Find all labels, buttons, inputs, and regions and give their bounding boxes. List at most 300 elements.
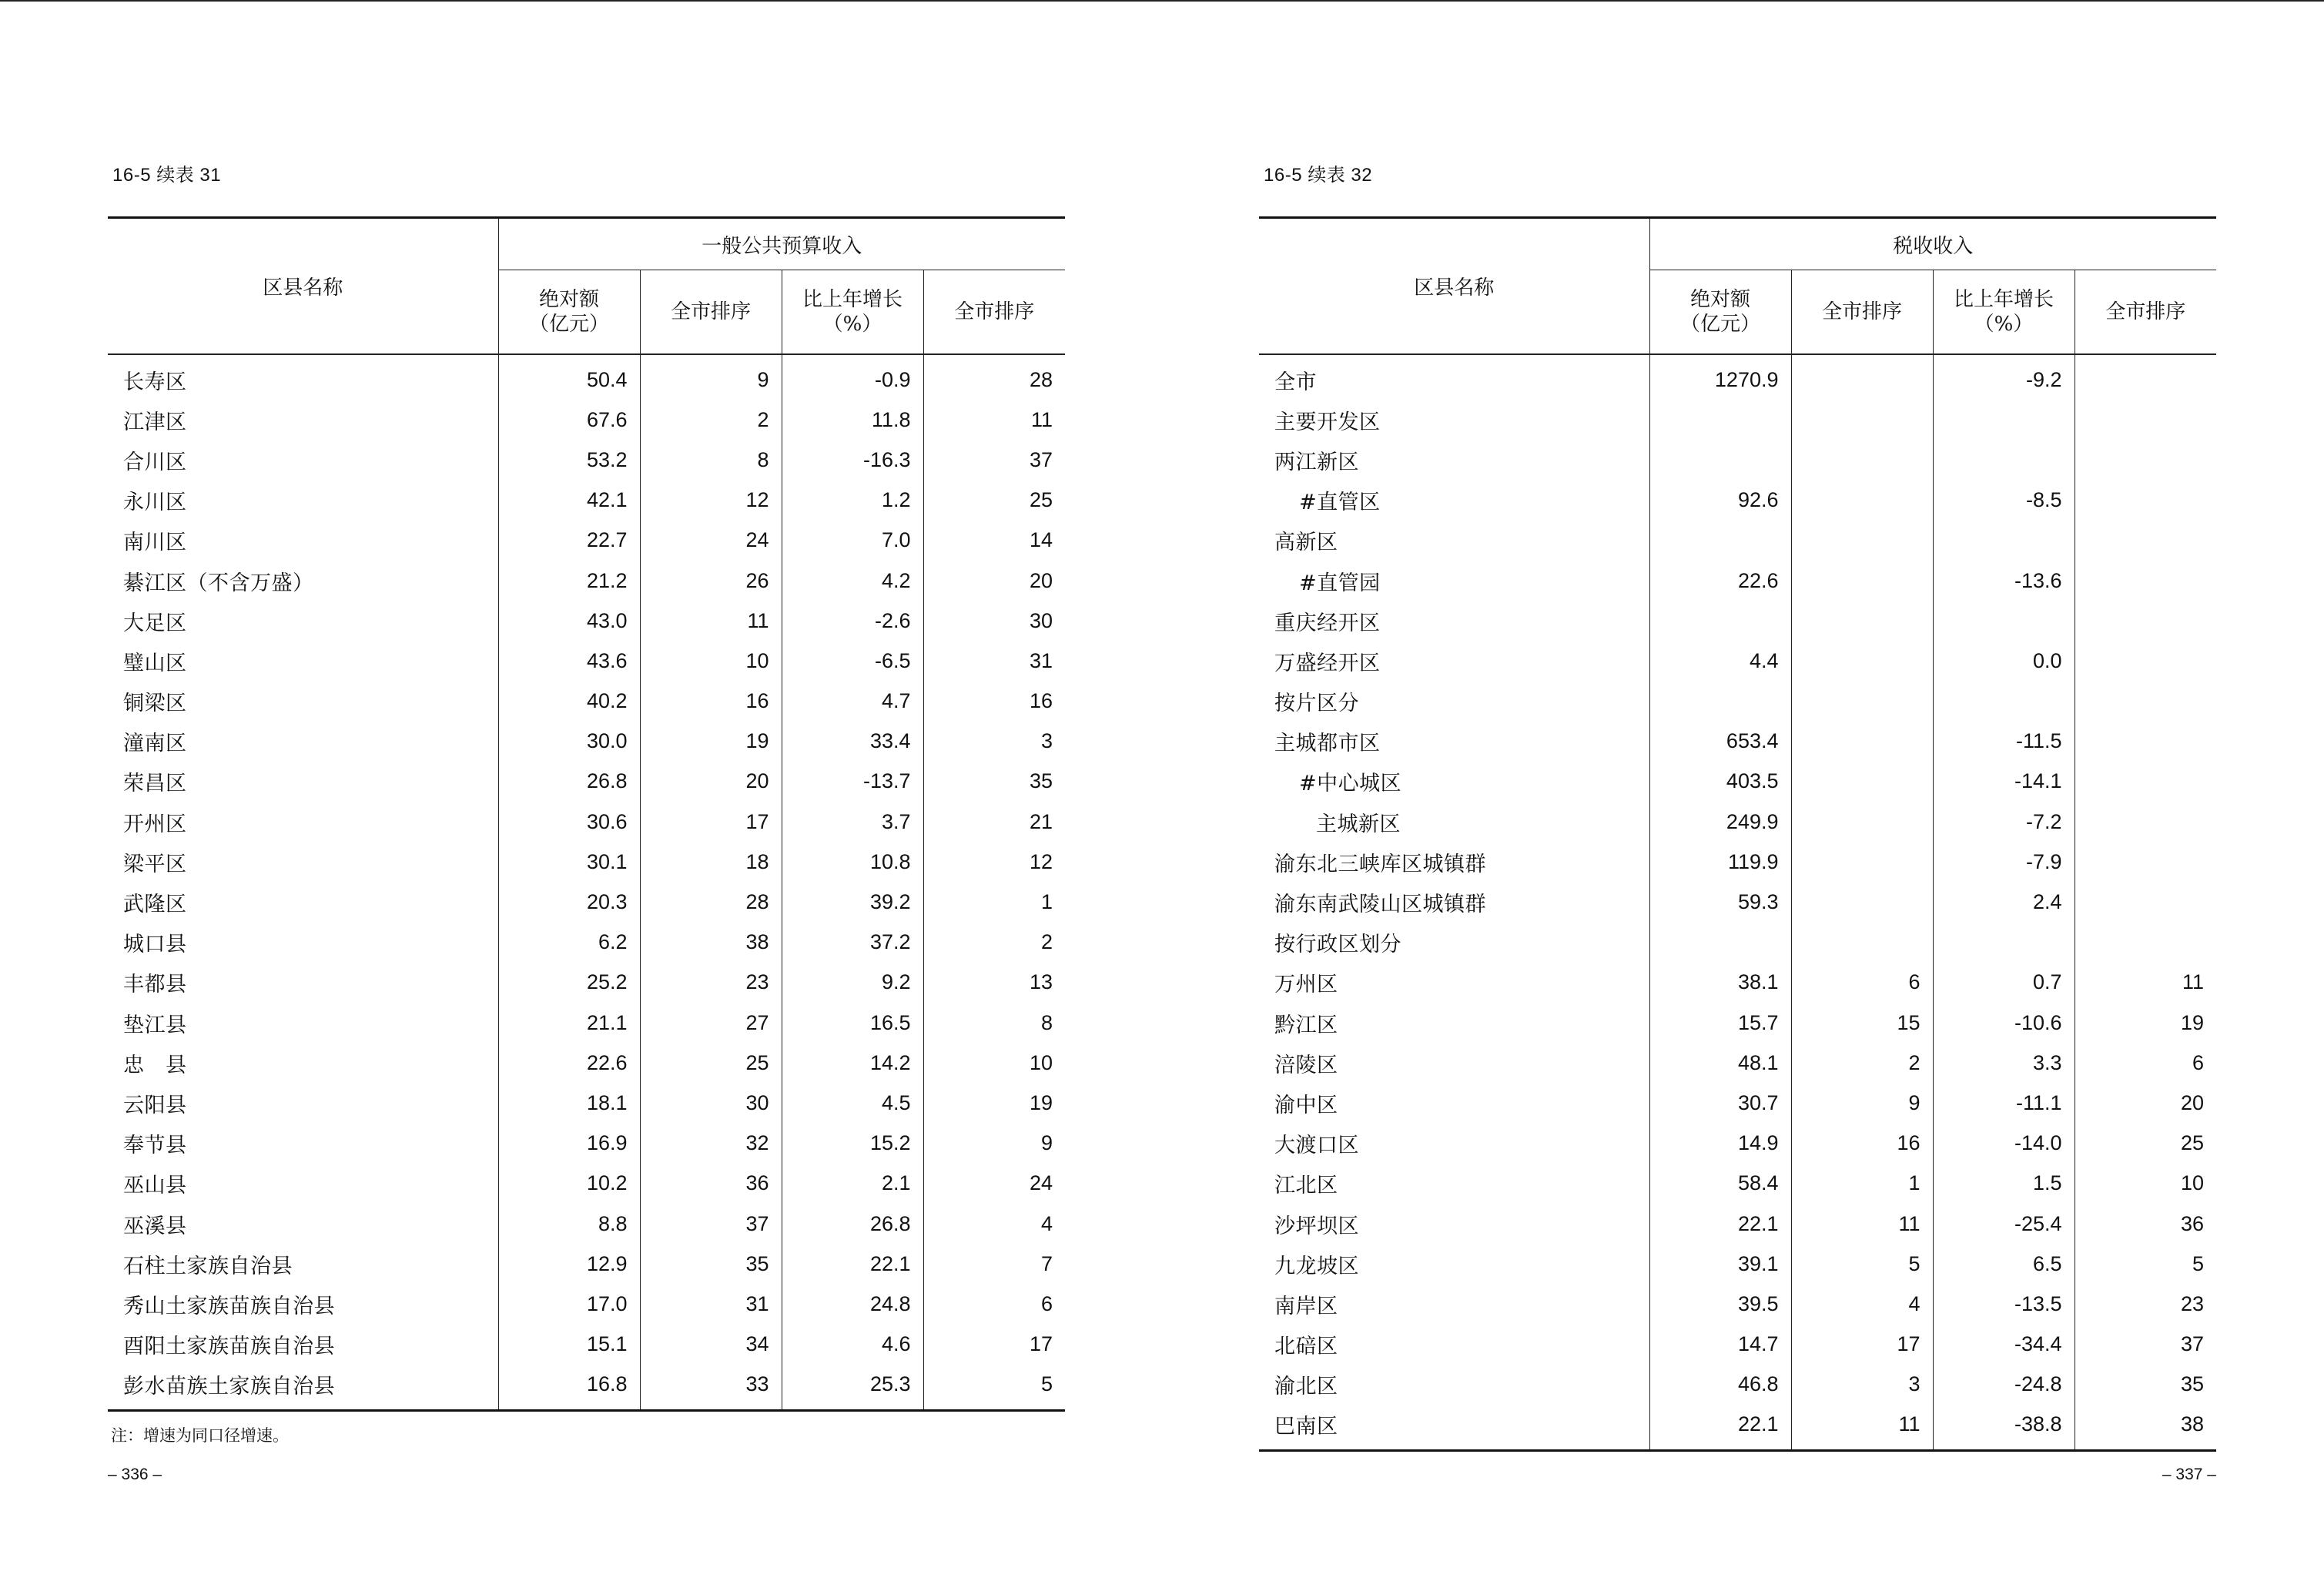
growth-rank-cell: 14	[1029, 528, 1053, 552]
growth-rank-cell: 36	[2180, 1211, 2205, 1235]
district-name-cell: 渝北区	[1259, 1365, 1649, 1405]
growth-cell: -25.4	[1933, 1204, 2075, 1244]
growth-cell: -7.2	[1933, 802, 2075, 842]
table-row	[108, 1083, 1065, 1123]
left-page	[108, 0, 1070, 1588]
district-name-cell: 黔江区	[1259, 1003, 1649, 1043]
table-row	[108, 354, 1065, 400]
growth-cell: 4.6	[782, 1325, 923, 1365]
absolute-cell: 40.2	[498, 682, 640, 722]
district-name-cell: 大渡口区	[1259, 1124, 1649, 1164]
absolute-cell: 38.1	[1649, 963, 1791, 1003]
growth-rank-cell	[2075, 440, 2216, 480]
district-name-cell: 荣昌区	[108, 762, 498, 802]
growth-cell: -34.4	[1933, 1325, 2075, 1365]
growth-cell: -38.8	[1933, 1405, 2075, 1451]
district-name-cell: 万盛经开区	[1259, 641, 1649, 681]
rank-cell: 4	[1791, 1284, 1933, 1324]
growth-cell: 4.2	[782, 561, 923, 601]
absolute-cell: 15.7	[1649, 1003, 1791, 1043]
absolute-cell: 42.1	[498, 481, 640, 521]
rank-cell	[1791, 601, 1933, 641]
district-name-cell: 武隆区	[108, 882, 498, 922]
growth-cell: -14.0	[1933, 1124, 2075, 1164]
absolute-cell: 30.7	[1649, 1083, 1791, 1123]
growth-rank-cell	[2075, 842, 2216, 882]
rank-cell	[1791, 762, 1933, 802]
rank-cell	[1791, 561, 1933, 601]
growth-cell: -2.6	[782, 601, 923, 641]
rank-cell: 12	[640, 481, 782, 521]
table-row	[1259, 1405, 2216, 1451]
growth-rank-cell: 21	[1029, 809, 1053, 833]
table-title: 16-5 续表 32	[1264, 165, 1373, 186]
district-name-cell: 高新区	[1259, 521, 1649, 561]
rank-cell: 24	[640, 521, 782, 561]
growth-header: 比上年增长 （%）	[1933, 270, 2075, 355]
rank-cell: 34	[640, 1325, 782, 1365]
district-name-cell: 开州区	[108, 802, 498, 842]
growth-cell: -10.6	[1933, 1003, 2075, 1043]
rank-cell: 36	[640, 1164, 782, 1204]
growth-cell: 0.7	[1933, 963, 2075, 1003]
district-name-header: 区县名称	[108, 218, 498, 355]
growth-cell: 37.2	[782, 923, 923, 963]
district-name-cell: 璧山区	[108, 641, 498, 681]
growth-cell	[1933, 521, 2075, 561]
district-name-cell: 秀山土家族苗族自治县	[108, 1284, 498, 1324]
growth-cell: 24.8	[782, 1284, 923, 1324]
growth-header: 比上年增长 （%）	[782, 270, 923, 355]
district-name-cell: 沙坪坝区	[1259, 1204, 1649, 1244]
growth-rank-header: 全市排序	[923, 270, 1065, 355]
absolute-cell: 46.8	[1649, 1365, 1791, 1405]
district-name-cell: 忠 县	[108, 1043, 498, 1083]
table-row	[108, 802, 1065, 842]
table-row	[1259, 722, 2216, 762]
rank-cell: 17	[1791, 1325, 1933, 1365]
rank-cell: 5	[1791, 1244, 1933, 1284]
growth-rank-cell: 11	[1030, 407, 1053, 431]
absolute-header: 绝对额 （亿元）	[498, 270, 640, 355]
rank-cell	[1791, 682, 1933, 722]
table-row	[108, 762, 1065, 802]
growth-cell: -8.5	[1933, 481, 2075, 521]
growth-cell: 33.4	[782, 722, 923, 762]
absolute-cell: 119.9	[1649, 842, 1791, 882]
growth-cell	[1933, 682, 2075, 722]
district-name-cell: 北碚区	[1259, 1325, 1649, 1365]
absolute-cell: 18.1	[498, 1083, 640, 1123]
district-name-cell: 云阳县	[108, 1083, 498, 1123]
growth-cell	[1933, 601, 2075, 641]
growth-cell: 25.3	[782, 1365, 923, 1411]
table-row	[108, 601, 1065, 641]
district-name-cell: 全市	[1259, 354, 1649, 400]
rank-cell: 33	[640, 1365, 782, 1411]
table-row	[1259, 1083, 2216, 1123]
growth-rank-cell	[2075, 641, 2216, 681]
absolute-cell: 8.8	[498, 1204, 640, 1244]
district-name-cell: 南川区	[108, 521, 498, 561]
table-row	[1259, 1284, 2216, 1324]
rank-cell: 16	[1791, 1124, 1933, 1164]
absolute-cell: 26.8	[498, 762, 640, 802]
rank-cell: 19	[640, 722, 782, 762]
district-name-cell: 万州区	[1259, 963, 1649, 1003]
growth-cell: -13.7	[782, 762, 923, 802]
growth-rank-cell	[2075, 400, 2216, 440]
growth-cell: 1.2	[782, 481, 923, 521]
table-row	[108, 722, 1065, 762]
rank-cell: 30	[640, 1083, 782, 1123]
district-name-cell: 主城新区	[1259, 802, 1649, 842]
rank-cell: 1	[1791, 1164, 1933, 1204]
rank-cell: 10	[640, 641, 782, 681]
district-name-cell: 江津区	[108, 400, 498, 440]
table-row	[108, 1365, 1065, 1411]
table-row	[1259, 481, 2216, 521]
table-row	[108, 1043, 1065, 1083]
table-row	[1259, 1164, 2216, 1204]
rank-cell: 9	[1791, 1083, 1933, 1123]
rank-cell	[1791, 882, 1933, 922]
growth-rank-cell: 35	[2180, 1372, 2205, 1396]
table-row	[108, 1284, 1065, 1324]
growth-rank-cell: 13	[1029, 970, 1053, 994]
right-page	[1259, 0, 2222, 1588]
absolute-cell: 39.5	[1649, 1284, 1791, 1324]
absolute-cell: 30.1	[498, 842, 640, 882]
growth-rank-cell: 2	[1040, 930, 1053, 954]
footnote: 注：增速为同口径增速。	[111, 1426, 289, 1445]
table-row	[1259, 963, 2216, 1003]
growth-rank-cell: 4	[1040, 1211, 1053, 1235]
absolute-cell: 59.3	[1649, 882, 1791, 922]
growth-rank-cell	[2075, 762, 2216, 802]
district-name-cell: 合川区	[108, 440, 498, 480]
growth-cell: 9.2	[782, 963, 923, 1003]
table-row	[108, 682, 1065, 722]
growth-rank-cell: 30	[1029, 608, 1053, 632]
absolute-cell: 92.6	[1649, 481, 1791, 521]
table-row	[1259, 762, 2216, 802]
growth-cell: 3.7	[782, 802, 923, 842]
absolute-cell: 53.2	[498, 440, 640, 480]
growth-cell: -24.8	[1933, 1365, 2075, 1405]
growth-cell: -9.2	[1933, 354, 2075, 400]
growth-rank-cell: 7	[1040, 1251, 1053, 1275]
growth-cell: 39.2	[782, 882, 923, 922]
table-row	[1259, 923, 2216, 963]
absolute-cell: 653.4	[1649, 722, 1791, 762]
table-row	[108, 1124, 1065, 1164]
absolute-cell: 43.6	[498, 641, 640, 681]
rank-cell: 37	[640, 1204, 782, 1244]
rank-cell: 2	[1791, 1043, 1933, 1083]
growth-cell	[1933, 923, 2075, 963]
table-row	[108, 1164, 1065, 1204]
rank-cell	[1791, 641, 1933, 681]
absolute-cell: 12.9	[498, 1244, 640, 1284]
absolute-cell: 43.0	[498, 601, 640, 641]
growth-cell: -14.1	[1933, 762, 2075, 802]
district-name-cell: 渝东南武陵山区城镇群	[1259, 882, 1649, 922]
growth-rank-cell: 8	[1040, 1010, 1053, 1034]
table-row	[1259, 521, 2216, 561]
absolute-cell: 6.2	[498, 923, 640, 963]
growth-rank-cell	[2075, 882, 2216, 922]
rank-cell: 8	[640, 440, 782, 480]
absolute-cell: 249.9	[1649, 802, 1791, 842]
growth-rank-cell: 24	[1029, 1171, 1053, 1195]
growth-rank-cell: 19	[1029, 1090, 1053, 1114]
district-name-cell: 巫山县	[108, 1164, 498, 1204]
growth-cell: -16.3	[782, 440, 923, 480]
growth-cell: -11.5	[1933, 722, 2075, 762]
absolute-cell: 22.6	[498, 1043, 640, 1083]
absolute-cell: 30.6	[498, 802, 640, 842]
page-number: – 336 –	[108, 1466, 162, 1483]
rank-cell: 20	[640, 762, 782, 802]
district-name-cell: 按片区分	[1259, 682, 1649, 722]
district-name-cell: 渝东北三峡库区城镇群	[1259, 842, 1649, 882]
growth-cell: 2.1	[782, 1164, 923, 1204]
absolute-cell: 15.1	[498, 1325, 640, 1365]
growth-rank-cell: 20	[1029, 568, 1053, 592]
table-row	[108, 882, 1065, 922]
table-row	[1259, 1043, 2216, 1083]
district-name-cell: 长寿区	[108, 354, 498, 400]
absolute-cell: 22.1	[1649, 1204, 1791, 1244]
growth-cell: 11.8	[782, 400, 923, 440]
table-row	[1259, 1244, 2216, 1284]
growth-rank-cell: 5	[923, 1365, 1065, 1411]
rank-cell: 11	[1791, 1204, 1933, 1244]
growth-rank-cell: 10	[2180, 1171, 2205, 1195]
table-row	[1259, 1325, 2216, 1365]
table-title: 16-5 续表 31	[112, 165, 222, 186]
absolute-cell: 14.7	[1649, 1325, 1791, 1365]
table-row	[1259, 561, 2216, 601]
table-row	[108, 1204, 1065, 1244]
rank-cell: 25	[640, 1043, 782, 1083]
absolute-cell: 1270.9	[1649, 354, 1791, 400]
rank-cell	[1791, 923, 1933, 963]
district-name-cell: 石柱土家族自治县	[108, 1244, 498, 1284]
district-name-cell: 酉阳土家族苗族自治县	[108, 1325, 498, 1365]
table-row	[1259, 1124, 2216, 1164]
table-row	[1259, 601, 2216, 641]
rank-cell: 38	[640, 923, 782, 963]
table-row	[1259, 641, 2216, 681]
group-header: 一般公共预算收入	[498, 218, 1065, 270]
absolute-cell	[1649, 440, 1791, 480]
district-name-cell: 綦江区（不含万盛）	[108, 561, 498, 601]
growth-cell: 7.0	[782, 521, 923, 561]
table-row	[1259, 1003, 2216, 1043]
growth-rank-cell	[2075, 521, 2216, 561]
growth-rank-cell: 25	[2180, 1131, 2205, 1155]
rank-cell	[1791, 400, 1933, 440]
growth-rank-cell: 20	[2180, 1090, 2205, 1114]
rank-cell: 3	[1791, 1365, 1933, 1405]
absolute-cell: 10.2	[498, 1164, 640, 1204]
absolute-cell	[1649, 923, 1791, 963]
absolute-cell: 21.1	[498, 1003, 640, 1043]
absolute-cell: 21.2	[498, 561, 640, 601]
growth-rank-cell: 6	[1040, 1292, 1053, 1315]
table-row	[1259, 354, 2216, 400]
table-row	[1259, 842, 2216, 882]
growth-cell: 3.3	[1933, 1043, 2075, 1083]
rank-cell: 35	[640, 1244, 782, 1284]
rank-cell	[1791, 354, 1933, 400]
tax-revenue-table	[1259, 216, 2216, 1452]
growth-rank-cell: 5	[2192, 1251, 2205, 1275]
growth-cell: 16.5	[782, 1003, 923, 1043]
table-row	[108, 842, 1065, 882]
district-name-cell: 按行政区划分	[1259, 923, 1649, 963]
growth-rank-cell	[2075, 481, 2216, 521]
absolute-cell	[1649, 682, 1791, 722]
growth-rank-cell: 31	[1029, 648, 1053, 672]
growth-cell: 4.5	[782, 1083, 923, 1123]
district-name-cell: 巫溪县	[108, 1204, 498, 1244]
growth-cell: 4.7	[782, 682, 923, 722]
district-name-header: 区县名称	[1259, 218, 1649, 355]
growth-rank-cell: 38	[2075, 1405, 2216, 1451]
absolute-cell: 58.4	[1649, 1164, 1791, 1204]
absolute-cell: 17.0	[498, 1284, 640, 1324]
growth-rank-cell: 17	[1029, 1332, 1053, 1356]
growth-rank-cell	[2075, 923, 2216, 963]
district-name-cell: 潼南区	[108, 722, 498, 762]
growth-rank-cell: 37	[2180, 1332, 2205, 1356]
absolute-cell: 30.0	[498, 722, 640, 762]
rank-cell: 6	[1791, 963, 1933, 1003]
table-row	[108, 561, 1065, 601]
growth-rank-cell	[2075, 722, 2216, 762]
table-row	[1259, 1365, 2216, 1405]
absolute-cell: 22.6	[1649, 561, 1791, 601]
rank-cell: 15	[1791, 1003, 1933, 1043]
growth-rank-cell: 37	[1029, 447, 1053, 471]
table-body	[108, 354, 1065, 1410]
table-row	[108, 1325, 1065, 1365]
table-row	[1259, 802, 2216, 842]
absolute-cell: 16.9	[498, 1124, 640, 1164]
rank-cell: 31	[640, 1284, 782, 1324]
table-row	[1259, 1204, 2216, 1244]
growth-rank-cell: 10	[1029, 1050, 1053, 1074]
growth-cell: -0.9	[782, 354, 923, 400]
growth-rank-header: 全市排序	[2075, 270, 2216, 355]
growth-rank-cell	[2075, 802, 2216, 842]
table-row	[108, 923, 1065, 963]
absolute-cell: 67.6	[498, 400, 640, 440]
district-name-cell: #中心城区	[1259, 762, 1649, 802]
growth-cell: -13.5	[1933, 1284, 2075, 1324]
growth-cell: 1.5	[1933, 1164, 2075, 1204]
growth-rank-cell	[2075, 601, 2216, 641]
rank-cell: 23	[640, 963, 782, 1003]
absolute-cell: 16.8	[498, 1365, 640, 1411]
absolute-cell: 50.4	[498, 354, 640, 400]
table-row	[108, 1244, 1065, 1284]
growth-cell: 22.1	[782, 1244, 923, 1284]
absolute-header: 绝对额 （亿元）	[1649, 270, 1791, 355]
absolute-cell: 48.1	[1649, 1043, 1791, 1083]
growth-cell: 14.2	[782, 1043, 923, 1083]
absolute-cell: 14.9	[1649, 1124, 1791, 1164]
district-name-cell: 城口县	[108, 923, 498, 963]
growth-cell: 6.5	[1933, 1244, 2075, 1284]
table-row	[108, 641, 1065, 681]
district-name-cell: 涪陵区	[1259, 1043, 1649, 1083]
revenue-table	[108, 216, 1065, 1412]
district-name-cell: 两江新区	[1259, 440, 1649, 480]
district-name-cell: 渝中区	[1259, 1083, 1649, 1123]
absolute-cell	[1649, 521, 1791, 561]
growth-cell: 0.0	[1933, 641, 2075, 681]
table-row	[108, 521, 1065, 561]
table-row	[1259, 400, 2216, 440]
rank-cell: 28	[640, 882, 782, 922]
table-body	[1259, 354, 2216, 1451]
table-row	[108, 440, 1065, 480]
growth-cell: 26.8	[782, 1204, 923, 1244]
rank-cell: 11	[640, 601, 782, 641]
rank-cell: 16	[640, 682, 782, 722]
absolute-cell	[1649, 601, 1791, 641]
table-row	[108, 963, 1065, 1003]
growth-cell: 10.8	[782, 842, 923, 882]
district-name-cell: 彭水苗族土家族自治县	[108, 1365, 498, 1411]
growth-cell	[1933, 400, 2075, 440]
district-name-cell: 主要开发区	[1259, 400, 1649, 440]
absolute-cell: 22.7	[498, 521, 640, 561]
district-name-cell: 铜梁区	[108, 682, 498, 722]
rank-cell: 26	[640, 561, 782, 601]
rank-cell	[1791, 802, 1933, 842]
rank-header: 全市排序	[640, 270, 782, 355]
absolute-cell: 4.4	[1649, 641, 1791, 681]
table-row	[1259, 882, 2216, 922]
absolute-cell	[1649, 400, 1791, 440]
rank-header: 全市排序	[1791, 270, 1933, 355]
district-name-cell: 大足区	[108, 601, 498, 641]
growth-rank-cell: 12	[1029, 849, 1053, 873]
group-header: 税收收入	[1649, 218, 2216, 270]
district-name-cell: 丰都县	[108, 963, 498, 1003]
growth-rank-cell: 23	[2180, 1292, 2205, 1315]
growth-rank-cell: 6	[2192, 1050, 2205, 1074]
district-name-cell: #直管区	[1259, 481, 1649, 521]
growth-cell: -11.1	[1933, 1083, 2075, 1123]
growth-cell	[1933, 440, 2075, 480]
district-name-cell: 主城都市区	[1259, 722, 1649, 762]
rank-cell	[1791, 481, 1933, 521]
absolute-cell: 25.2	[498, 963, 640, 1003]
district-name-cell: #直管园	[1259, 561, 1649, 601]
growth-rank-cell: 3	[1040, 729, 1053, 753]
growth-cell: -7.9	[1933, 842, 2075, 882]
table-row	[1259, 440, 2216, 480]
district-name-cell: 九龙坡区	[1259, 1244, 1649, 1284]
district-name-cell: 梁平区	[108, 842, 498, 882]
rank-cell	[1791, 440, 1933, 480]
